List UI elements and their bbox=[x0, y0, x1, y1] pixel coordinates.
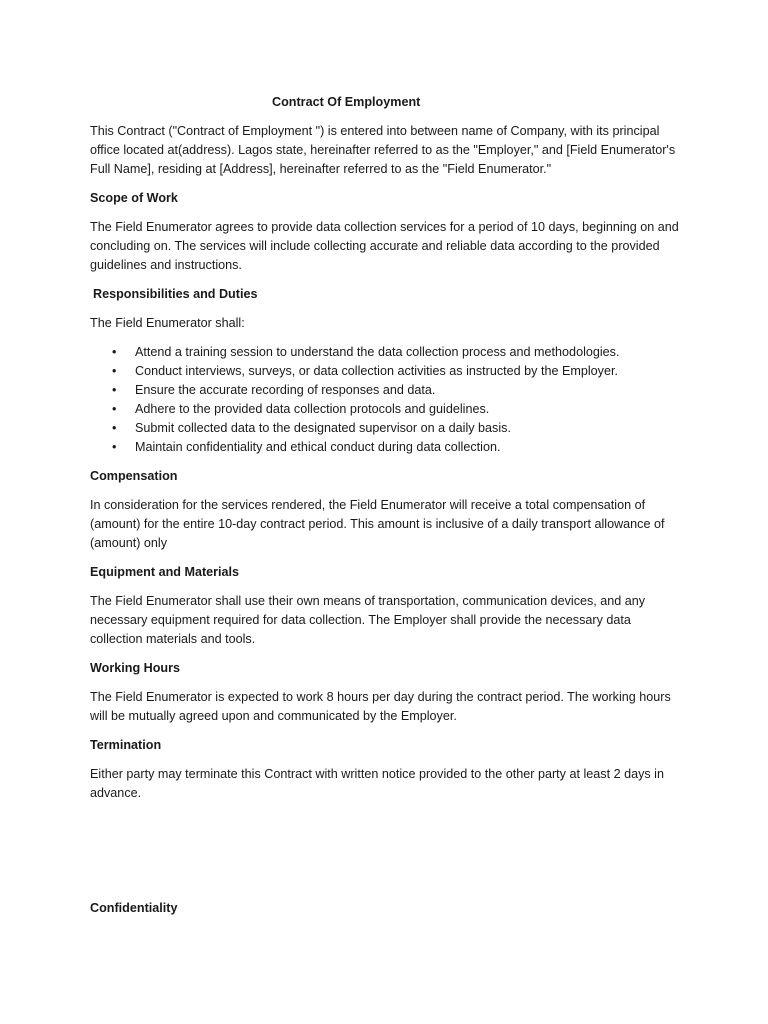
list-item-text: Conduct interviews, surveys, or data collection activities as instructed by the Employer. bbox=[135, 364, 618, 378]
working-hours-heading: Working Hours bbox=[90, 661, 181, 675]
termination-heading: Termination bbox=[90, 738, 162, 752]
bullet-icon: • bbox=[112, 421, 117, 435]
list-item-text: Attend a training session to understand the data collection process and methodologies. bbox=[135, 345, 620, 359]
list-item bbox=[90, 343, 680, 362]
compensation-paragraph: In consideration for the services rendered, the Field Enumerator will receive a total compensation of (amount) for the entire 10-day contract period. This amount is inclusive of a daily transport allowance of (amount) only bbox=[90, 498, 665, 550]
duties-heading: Responsibilities and Duties bbox=[93, 287, 258, 301]
compensation-heading: Compensation bbox=[90, 469, 178, 483]
list-item-text: Adhere to the provided data collection protocols and guidelines. bbox=[135, 402, 490, 416]
equipment-heading: Equipment and Materials bbox=[90, 565, 240, 579]
document-title: Contract Of Employment bbox=[272, 95, 421, 109]
intro-paragraph: This Contract ("Contract of Employment ") is entered into between name of Company, with its principal office located at(address). Lagos state, hereinafter referred to as the "Employer," and [Field Enumerator's Full Name], residing at [Address], hereinafter referred to as the "Field Enumerator." bbox=[90, 124, 676, 176]
working-hours-paragraph: The Field Enumerator is expected to work 8 hours per day during the contract period. The working hours will be mutually agreed upon and communicated by the Employer. bbox=[90, 690, 671, 723]
blank-space bbox=[90, 813, 680, 899]
bullet-icon: • bbox=[112, 364, 117, 378]
list-item bbox=[90, 419, 680, 438]
document-page bbox=[90, 93, 680, 928]
duties-list bbox=[90, 343, 680, 457]
list-item bbox=[90, 362, 680, 381]
list-item-text: Maintain confidentiality and ethical conduct during data collection. bbox=[135, 440, 501, 454]
list-item bbox=[90, 438, 680, 457]
equipment-paragraph: The Field Enumerator shall use their own means of transportation, communication devices, and any necessary equipment required for data collection. The Employer shall provide the necessary data collection materials and tools. bbox=[90, 594, 646, 646]
scope-heading: Scope of Work bbox=[90, 191, 178, 205]
scope-paragraph: The Field Enumerator agrees to provide data collection services for a period of 10 days, beginning on and concluding on. The services will include collecting accurate and reliable data according to the provided guidelines and instructions. bbox=[90, 220, 679, 272]
termination-paragraph: Either party may terminate this Contract with written notice provided to the other party at least 2 days in advance. bbox=[90, 767, 664, 800]
bullet-icon: • bbox=[112, 345, 117, 359]
list-item-text: Submit collected data to the designated supervisor on a daily basis. bbox=[135, 421, 511, 435]
list-item bbox=[90, 381, 680, 400]
list-item-text: Ensure the accurate recording of responses and data. bbox=[135, 383, 436, 397]
confidentiality-heading: Confidentiality bbox=[90, 901, 178, 915]
bullet-icon: • bbox=[112, 440, 117, 454]
list-item bbox=[90, 400, 680, 419]
bullet-icon: • bbox=[112, 402, 117, 416]
duties-lead: The Field Enumerator shall: bbox=[90, 316, 245, 330]
bullet-icon: • bbox=[112, 383, 117, 397]
